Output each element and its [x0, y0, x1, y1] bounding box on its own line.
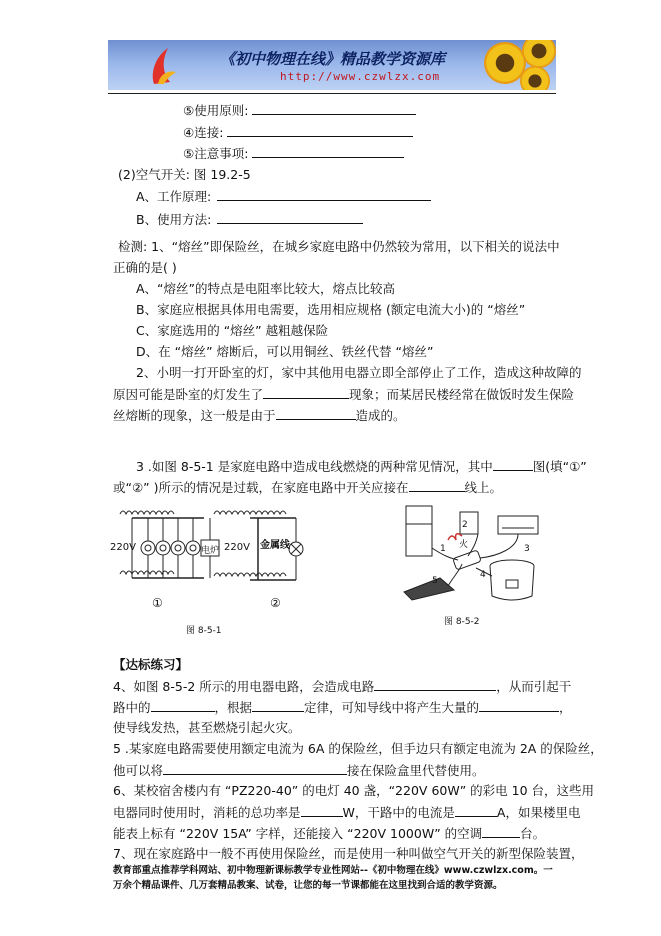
air-switch-principle	[136, 187, 431, 205]
figure-8-5-1	[110, 500, 310, 618]
banner-title: 《初中物理在线》精品教学资源库	[220, 50, 446, 68]
fuse-item-connection	[183, 123, 413, 141]
q6-part: A，如果楼里电	[496, 805, 581, 820]
question-4-text	[113, 677, 571, 695]
fig2-num-4: 4	[480, 570, 486, 580]
header-rule	[108, 93, 556, 94]
question-1-text-cont: 正确的是( )	[113, 260, 177, 275]
air-switch-usage-label: B、使用方法:	[136, 212, 212, 227]
question-7-text: 7、现在家庭路中一般不再使用保险丝，而是使用一种叫做空气开关的新型保险装置，	[113, 846, 584, 861]
question-6-text: 6、某校宿舍楼内有 “PZ220-40” 的电灯 40 盏，“220V 60W” 的彩电 10 台，这些用	[113, 783, 595, 798]
q5-part: 接在保险盒里代替使用。	[347, 763, 485, 778]
option-d: D、在 “熔丝” 熔断后，可以用铜丝、铁丝代替 “熔丝”	[136, 344, 434, 359]
fig1-wire-label: 金属线	[260, 540, 290, 551]
fuse-item-notes	[183, 144, 404, 162]
logo-icon	[148, 44, 178, 86]
option-b: B、家庭应根据具体用电需要，选用相应规格 (额定电流大小)的 “熔丝”	[136, 302, 526, 317]
air-switch-heading: (2)空气开关: 图 19.2-5	[118, 167, 251, 182]
q6-part: W，干路中的电流是	[342, 805, 455, 820]
air-switch-principle-label: A、工作原理:	[136, 189, 212, 204]
fig1-voltage-right: 220V	[224, 542, 250, 553]
fuse-item-label: ④连接:	[183, 125, 224, 140]
q2-part: 原因可能是卧室的灯发生了	[113, 387, 264, 402]
q3-part: 3 .如图 8-5-1 是家庭电路中造成电线燃烧的两种常见情况，其中	[136, 459, 493, 474]
figure-8-5-2	[388, 500, 558, 610]
q4-part: ，从而引起干	[496, 679, 572, 694]
question-6-text-end	[113, 824, 545, 842]
q4-part: 定律，可知导线中将产生大量的	[304, 700, 480, 715]
figure-8-5-2-caption: 图 8-5-2	[444, 617, 480, 627]
q3-part: 线上。	[464, 480, 503, 495]
sunflower-image	[470, 40, 556, 90]
option-a: A、“熔丝”的特点是电阻率比较大，熔点比较高	[136, 281, 396, 296]
fig2-num-2: 2	[462, 520, 468, 530]
q3-part: 图(填“①”	[532, 459, 587, 474]
q6-part: 能表上标有 “220V 15A” 字样，还能接入 “220V 1000W” 的空调	[113, 826, 483, 841]
question-2-text-end	[113, 406, 406, 424]
fuse-item-label: ⑤注意事项:	[183, 146, 249, 161]
practice-heading: 【达标练习】	[113, 657, 189, 672]
question-2-text: 2、小明一打开卧室的灯，家中其他用电器立即全部停止了工作，造成这种故障的	[136, 365, 582, 380]
question-4-text-end: 使导线发热，甚至燃烧引起火灾。	[113, 720, 301, 735]
q4-part: ，根据	[214, 700, 253, 715]
figure-8-5-1-caption: 图 8-5-1	[186, 626, 222, 636]
q2-part: 造成的。	[355, 408, 406, 423]
q2-part: 现象；而某居民楼经常在做饭时发生保险	[349, 387, 575, 402]
fig2-num-1: 1	[440, 544, 446, 554]
question-6-text-cont	[113, 803, 580, 821]
footer-line-1: 教育部重点推荐学科网站、初中物理新课标教学专业性网站--《初中物理在线》www.czwlzx.com。一	[113, 865, 553, 876]
question-2-text-cont	[113, 385, 574, 403]
air-switch-usage	[136, 210, 363, 228]
fig2-fire-label: 火	[459, 540, 469, 550]
q4-part: 路中的	[113, 700, 151, 715]
appliance-diagram	[388, 500, 558, 610]
fuse-item-principle	[183, 101, 416, 119]
fuse-item-label: ⑤使用原则:	[183, 103, 249, 118]
q3-part: 或“②” )所示的情况是过载，在家庭电路中开关应接在	[113, 480, 409, 495]
banner-url: http://www.czwlzx.com	[280, 70, 441, 83]
q5-part: 他可以将	[113, 763, 164, 778]
q2-part: 丝熔断的现象，这一般是由于	[113, 408, 276, 423]
question-4-text-cont	[113, 698, 572, 716]
question-5-text-cont	[113, 761, 485, 779]
fig2-num-5: 5	[432, 576, 438, 586]
option-c: C、家庭选用的 “熔丝” 越粗越保险	[136, 323, 329, 338]
question-3-text-cont	[113, 478, 502, 496]
q6-part: 电器同时使用时，消耗的总功率是	[113, 805, 301, 820]
fig1-label-1: ①	[152, 596, 163, 610]
question-1-text: 检测: 1、“熔丝”即保险丝，在城乡家庭电路中仍然较为常用，以下相关的说法中	[118, 239, 560, 254]
fig2-num-3: 3	[524, 544, 530, 554]
q6-part: 台。	[520, 826, 546, 841]
q4-part: ，	[559, 700, 572, 715]
fig1-stove-label: 电炉	[201, 546, 220, 556]
question-5-text: 5 .某家庭电路需要使用额定电流为 6A 的保险丝，但手边只有额定电流为 2A 的保险丝，	[113, 741, 603, 756]
question-3-text	[136, 457, 587, 475]
fig1-voltage-left: 220V	[110, 542, 136, 553]
footer-line-2: 万余个精品课件、几万套精品教案、试卷，让您的每一节课都能在这里找到合适的教学资源。	[113, 880, 503, 891]
fig1-label-2: ②	[270, 596, 281, 610]
header-banner	[108, 40, 556, 90]
q4-part: 4、如图 8-5-2 所示的用电器电路，会造成电路	[113, 679, 375, 694]
